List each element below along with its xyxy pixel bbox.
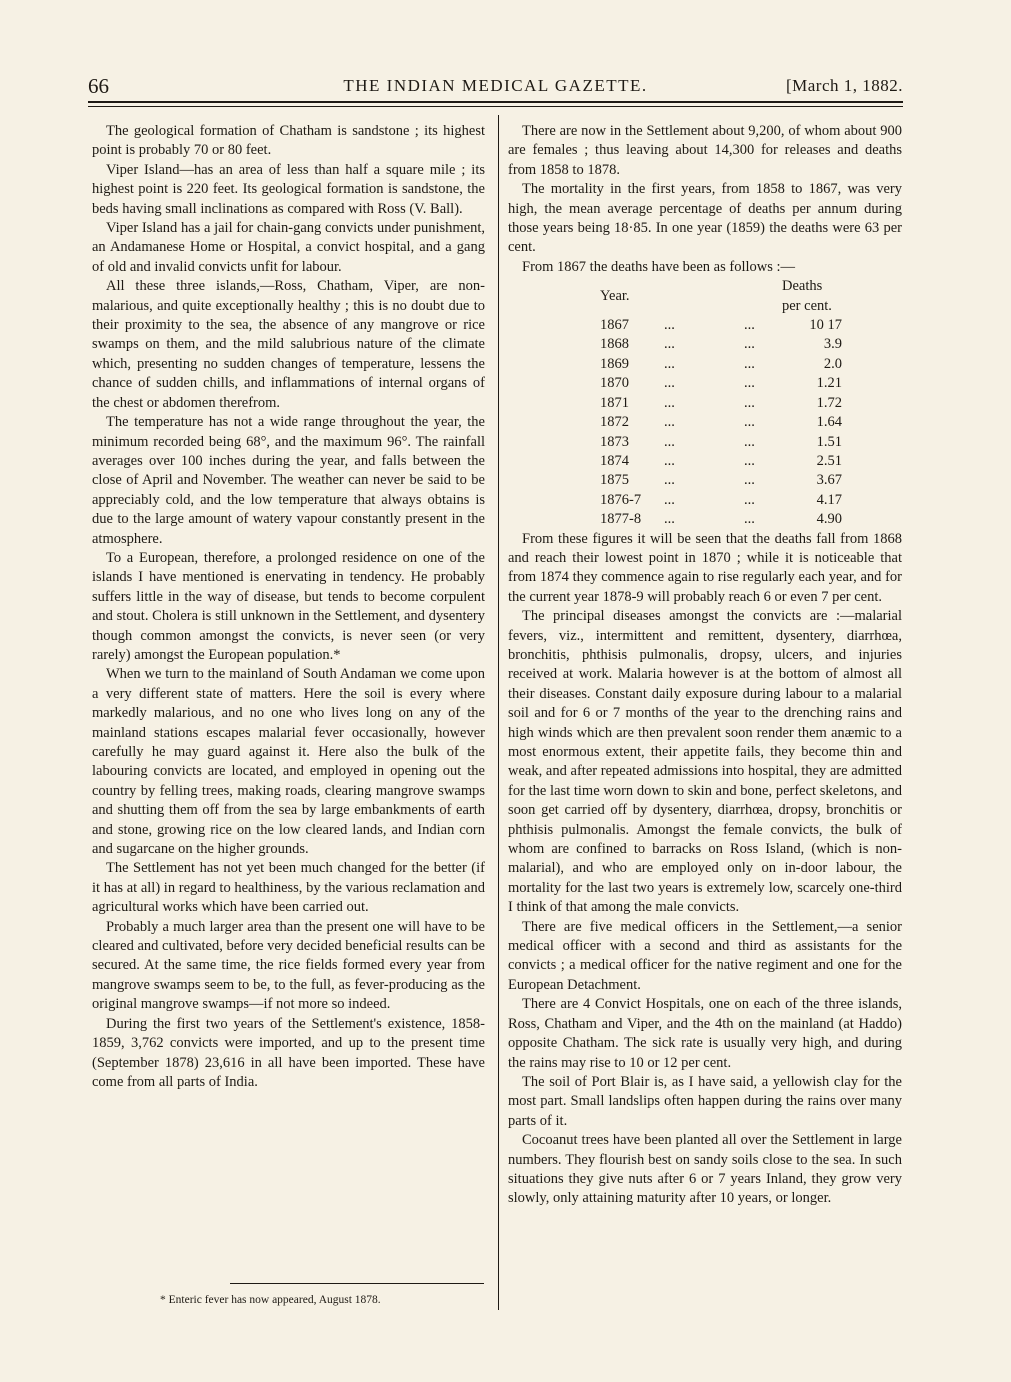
year-cell: 1871 <box>600 394 629 411</box>
paragraph: The mortality in the first years, from 1858 to 1867, was very high, the mean average percentage of deaths per annum during those years being 18·85. In one year (1859) the deaths were 63 per cent. <box>508 181 902 256</box>
paragraph: From these figures it will be seen that the deaths fall from 1868 and reach their lowest point in 1870 ; while it is noticeable that from 1874 they commence again to rise regularly each year, and for the current year 1878-9 will probably reach 6 or even 7 per cent. <box>508 530 902 605</box>
issue-date: [March 1, 1882. <box>785 76 903 95</box>
deaths-value-cell: 4.17 <box>816 491 842 508</box>
deaths-value-cell: 3.67 <box>816 472 842 489</box>
deaths-value-cell: 2.0 <box>823 355 842 372</box>
column-divider <box>498 115 499 1310</box>
year-cell: 1877-8 <box>600 511 642 528</box>
paragraph: There are now in the Settlement about 9,200, of whom about 900 are females ; thus leaving about 14,300 for releases and deaths from 1858 to 1878. <box>508 123 902 178</box>
table-row <box>600 394 842 413</box>
table-row <box>600 491 842 510</box>
year-cell: 1868 <box>600 336 629 353</box>
leader-dots: ... <box>664 375 675 392</box>
paragraph: The geological formation of Chatham is sandstone ; its highest point is probably 70 or 80 feet. <box>92 123 485 159</box>
leader-dots: ... <box>744 317 755 334</box>
leader-dots: ... <box>664 394 675 411</box>
paragraph: When we turn to the mainland of South Andaman we come upon a very different state of matters. Here the soil is every where markedly malarious, and no one who lives long on any of the mainland stations escapes malarial fever occasionally, however carefully he may guard against it. Here also the bulk of the labouring convicts are located, and employed in opening out the country by felling trees, making roads, clearing mangrove swamps and shutting them off from the sea by large embankments of earth and stone, growing rice on the low cleared lands, and Indian corn and sugarcane on the higher grounds. <box>92 666 485 858</box>
leader-dots: ... <box>744 433 755 450</box>
leader-dots: ... <box>744 414 755 431</box>
leader-dots: ... <box>664 452 675 469</box>
header-rule-thin <box>88 106 903 107</box>
year-cell: 1869 <box>600 355 629 372</box>
deaths-value-cell: 1.21 <box>816 375 842 392</box>
year-cell: 1874 <box>600 452 629 469</box>
paragraph: The Settlement has not yet been much changed for the better (if it has at all) in regard to healthiness, by the various reclamation and agricultural works which have been carried out. <box>92 860 485 916</box>
paragraph: Cocoanut trees have been planted all over the Settlement in large numbers. They flourish best on sandy soils close to the sea. In such situations they give nuts after 6 or 7 years Inland, they grow very slowly, only attaining maturity after 10 years, or longer. <box>508 1132 902 1207</box>
year-cell: 1875 <box>600 472 629 489</box>
leader-dots: ... <box>744 472 755 489</box>
table-row <box>600 471 842 490</box>
leader-dots: ... <box>664 317 675 334</box>
leader-dots: ... <box>664 336 675 353</box>
leader-dots: ... <box>744 394 755 411</box>
leader-dots: ... <box>664 433 675 450</box>
leader-dots: ... <box>664 491 675 508</box>
deaths-value-cell: 2.51 <box>816 452 842 469</box>
right-column <box>508 122 902 1209</box>
table-row <box>600 316 842 335</box>
table-row <box>600 413 842 432</box>
journal-title: THE INDIAN MEDICAL GAZETTE. <box>343 76 648 95</box>
year-cell: 1872 <box>600 414 629 431</box>
deaths-table-body <box>600 316 842 529</box>
deaths-value-cell: 1.51 <box>816 433 842 450</box>
paragraph: During the first two years of the Settlement's existence, 1858-1859, 3,762 convicts were imported, and up to the present time (September 1878) 23,616 in all have been imported. These have come from all parts of India. <box>92 1015 485 1090</box>
paragraph: There are five medical officers in the Settlement,—a senior medical officer with a second and third as assistants for the convicts ; a medical officer for the native regiment and one for the European Detachment. <box>508 918 902 993</box>
leader-dots: ... <box>664 414 675 431</box>
year-cell: 1870 <box>600 375 629 392</box>
leader-dots: ... <box>744 491 755 508</box>
paragraph: All these three islands,—Ross, Chatham, Viper, are non-malarious, and quite exceptionally healthy ; this is no doubt due to their proximity to the sea, the absence of any mangrove or rice swamps on them, and the mild salubrious nature of the climate which, presenting no sudden changes of temperature, lessens the chance of sudden chills, and inflammations of internal organs of the chest or abdomen therefrom. <box>92 278 485 411</box>
leader-dots: ... <box>744 511 755 528</box>
paragraph: The soil of Port Blair is, as I have said, a yellowish clay for the most part. Small landslips often happen during the rains over many parts of it. <box>508 1073 902 1129</box>
table-row <box>600 510 842 529</box>
year-cell: 1876-7 <box>600 491 642 508</box>
left-column <box>92 122 485 1092</box>
deaths-value-cell: 4.90 <box>816 511 842 528</box>
year-header: Year. <box>600 287 630 304</box>
paragraph: From 1867 the deaths have been as follows :— <box>522 258 796 275</box>
leader-dots: ... <box>744 336 755 353</box>
footnote: * Enteric fever has now appeared, August 1878. <box>160 1294 381 1306</box>
paragraph: Probably a much larger area than the present one will have to be cleared and cultivated, before very decided beneficial results can be secured. At the same time, the rice fields formed every year from mangrove swamps seem to be, to the full, as fever-producing as the original mangrove swamps—if not more so indeed. <box>92 918 485 1013</box>
deaths-header: Deaths per cent. <box>782 278 832 314</box>
paragraph: There are 4 Convict Hospitals, one on each of the three islands, Ross, Chatham and Viper, and the 4th on the mainland (at Haddo) opposite Chatham. The sick rate is usually very high, and during the rains may rise to 10 or 12 per cent. <box>508 996 902 1071</box>
table-row <box>600 335 842 354</box>
table-row <box>600 355 842 374</box>
paragraph: To a European, therefore, a prolonged residence on one of the islands I have mentioned is enervating in tendency. He probably suffers little in the way of disease, but tends to become corpulent and stout. Cholera is still unknown in the Settlement, and dysentery though common amongst the convicts, is never seen (or very rarely) amongst the European population.* <box>92 549 485 663</box>
deaths-table <box>600 277 842 529</box>
table-row <box>600 374 842 393</box>
leader-dots: ... <box>664 511 675 528</box>
table-row <box>600 433 842 452</box>
paragraph: Viper Island—has an area of less than half a square mile ; its highest point is 220 feet. Its geological formation is sandstone, the beds having small inclinations as compared with Ross (V. Ball). <box>92 161 485 217</box>
footnote-rule <box>230 1283 484 1284</box>
leader-dots: ... <box>744 452 755 469</box>
leader-dots: ... <box>744 355 755 372</box>
paragraph: The temperature has not a wide range throughout the year, the minimum recorded being 68°, and the maximum 96°. The rainfall averages over 100 inches during the year, and falls between the close of April and November. The weather can never be said to be appreciably cold, and the low temperature that always obtains is due to the large amount of watery vapour constantly present in the atmosphere. <box>92 414 485 547</box>
paragraph: The principal diseases amongst the convicts are :—malarial fevers, viz., intermittent and remittent, dysentery, diarrhœa, bronchitis, phthisis pulmonalis, dropsy, ulcers, and injuries received at work. Malaria however is at the bottom of almost all their diseases. Constant daily exposure during labour to a malarial soil and for 6 or 7 months of the year to the drenching rains and high winds which are then prevalent soon render them anæmic to a most enormous extent, their appetite fails, they become thin and weak, and after repeated admissions into hospital, they are admitted for the last time worn down to skin and bone, perfect skeletons, and soon get carried off by dysentery, diarrhœa, dropsy, bronchitis or phthisis pulmonalis. Amongst the female convicts, the bulk of whom are confined to barracks on Ross Island, (which is non-malarial), and who are employed only on in-door labour, the mortality for the last two years is extremely low, scarcely one-third I think of that among the male convicts. <box>508 608 902 916</box>
year-cell: 1867 <box>600 317 629 334</box>
deaths-value-cell: 3.9 <box>823 336 842 353</box>
year-cell: 1873 <box>600 433 629 450</box>
leader-dots: ... <box>744 375 755 392</box>
deaths-value-cell: 1.64 <box>816 414 842 431</box>
leader-dots: ... <box>664 355 675 372</box>
deaths-value-cell: 1.72 <box>816 394 842 411</box>
paragraph: Viper Island has a jail for chain-gang convicts under punishment, an Andamanese Home or Hospital, a convict hospital, and a gang of old and invalid convicts unfit for labour. <box>92 220 485 275</box>
table-row <box>600 452 842 471</box>
page-header <box>88 70 903 102</box>
header-rule-thick <box>88 101 903 103</box>
page-number: 66 <box>88 74 109 98</box>
deaths-value-cell: 10 17 <box>809 317 842 334</box>
leader-dots: ... <box>664 472 675 489</box>
